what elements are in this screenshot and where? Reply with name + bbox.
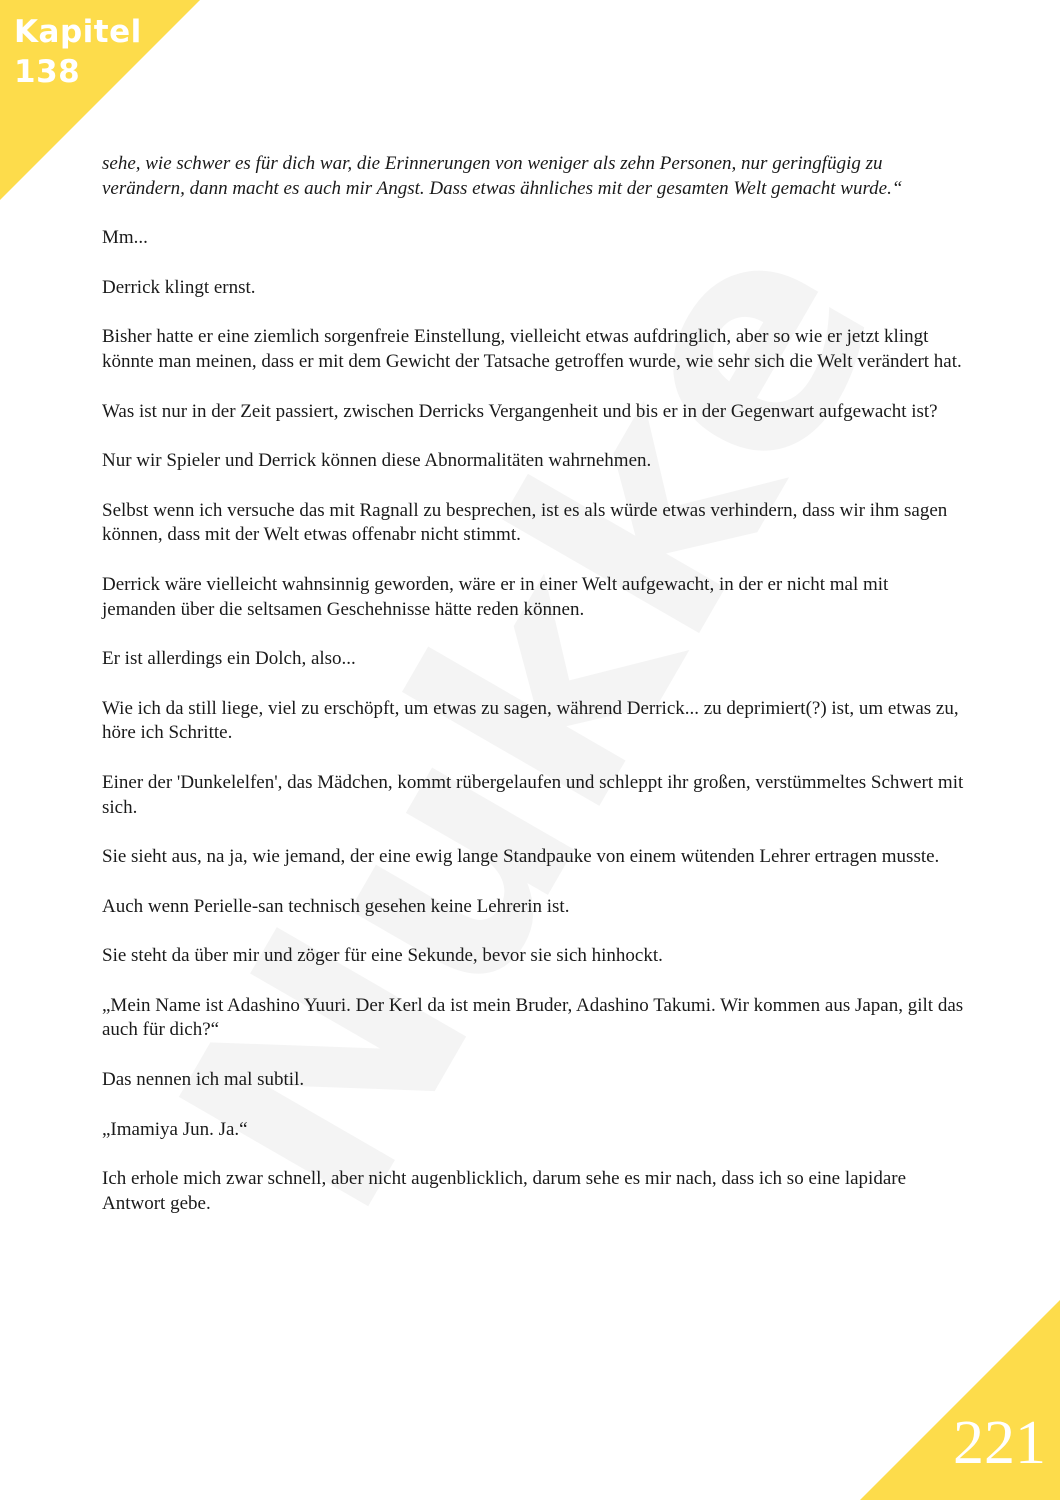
paragraph: Ich erhole mich zwar schnell, aber nicht augenblicklich, darum sehe es mir nach, dass ich so eine lapidare Antwort gebe. [102, 1168, 907, 1214]
paragraph: Derrick klingt ernst. [102, 276, 256, 298]
paragraph: Nur wir Spieler und Derrick können diese Abnormalitäten wahrnehmen. [102, 450, 652, 472]
paragraph: Auch wenn Perielle-san technisch gesehen keine Lehrerin ist. [102, 895, 570, 917]
paragraph: Bisher hatte er eine ziemlich sorgenfreie Einstellung, vielleicht etwas aufdringlich, aber so wie er jetzt klingt könnte man meinen, dass er mit dem Gewicht der Tatsache getroffen wurde, wie sehr sich die Welt verändert hat. [102, 326, 962, 372]
paragraph: Sie sieht aus, na ja, wie jemand, der eine ewig lange Standpauke von einem wütenden Lehrer ertragen musste. [102, 846, 940, 868]
paragraph: Das nennen ich mal subtil. [102, 1069, 305, 1091]
chapter-label [14, 12, 142, 92]
page-number: 221 [953, 1409, 1046, 1477]
chapter-word: Kapitel [14, 14, 142, 50]
paragraph: Was ist nur in der Zeit passiert, zwischen Derricks Vergangenheit und bis er in der Gegenwart aufgewacht ist? [102, 400, 938, 422]
paragraph: sehe, wie schwer es für dich war, die Erinnerungen von weniger als zehn Personen, nur geringfügig zu verändern, dann macht es auch mir Angst. Dass etwas ähnliches mit der gesamten Welt gemacht wurde.“ [102, 153, 903, 199]
paragraph: Einer der 'Dunkelelfen', das Mädchen, kommt rübergelaufen und schleppt ihr großen, verstümmeltes Schwert mit sich. [102, 771, 964, 818]
paragraph: Wie ich da still liege, viel zu erschöpft, um etwas zu sagen, während Derrick... zu deprimiert(?) ist, um etwas zu, höre ich Schritte. [102, 697, 959, 744]
paragraph: Mm... [102, 227, 148, 249]
chapter-number: 138 [14, 54, 81, 90]
paragraph: Sie steht da über mir und zöger für eine Sekunde, bevor sie sich hinhockt. [102, 945, 663, 967]
paragraph: Er ist allerdings ein Dolch, also... [102, 648, 356, 670]
page-body [102, 152, 964, 1241]
paragraph: „Mein Name ist Adashino Yuuri. Der Kerl da ist mein Bruder, Adashino Takumi. Wir kommen aus Japan, gilt das auch für dich?“ [102, 994, 964, 1041]
paragraph: Derrick wäre vielleicht wahnsinnig geworden, wäre er in einer Welt aufgewacht, in der er nicht mal mit jemanden über die seltsamen Geschehnisse hätte reden können. [102, 573, 889, 620]
paragraph: „Imamiya Jun. Ja.“ [102, 1118, 248, 1140]
paragraph: Selbst wenn ich versuche das mit Ragnall zu besprechen, ist es als würde etwas verhindern, dass wir ihm sagen können, dass mit der Welt etwas offenabr nicht stimmt. [102, 499, 948, 546]
